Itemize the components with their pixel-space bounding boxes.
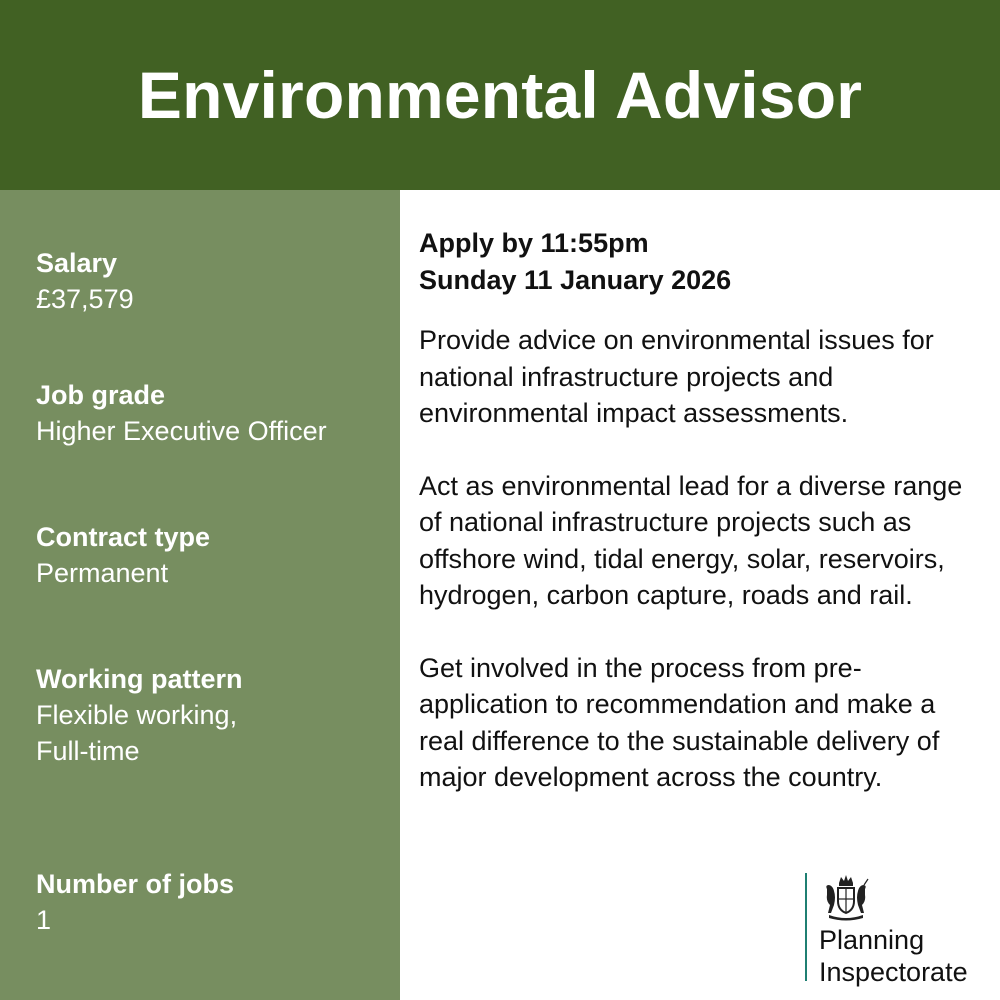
contract-type-field: [36, 519, 386, 591]
job-description: [419, 225, 984, 796]
logo-text-inspectorate: Inspectorate: [819, 957, 968, 987]
deadline-date: Sunday 11 January 2026: [419, 265, 732, 295]
working-pattern-field: [36, 661, 386, 769]
working-pattern-value-line-2: Full-time: [36, 736, 140, 766]
description-paragraph: Get involved in the process from pre-application to recommendation and make a real difference to the sustainable delivery of major development across the country.: [419, 652, 940, 792]
salary-label: Salary: [36, 248, 118, 278]
job-grade-value: Higher Executive Officer: [36, 416, 327, 446]
job-grade-field: [36, 377, 386, 449]
number-of-jobs-field: [36, 866, 386, 938]
job-details-sidebar: [0, 190, 400, 1000]
planning-inspectorate-logo: [805, 873, 968, 987]
royal-crest-icon: [821, 873, 871, 923]
job-title: Environmental Advisor: [137, 58, 863, 132]
salary-field: [36, 245, 386, 317]
logo-text-planning: Planning: [819, 925, 925, 955]
header-banner: [0, 0, 1000, 190]
working-pattern-label: Working pattern: [36, 664, 243, 694]
contract-type-label: Contract type: [36, 522, 211, 552]
working-pattern-value-line-1: Flexible working,: [36, 700, 238, 730]
salary-value: £37,579: [36, 284, 134, 314]
contract-type-value: Permanent: [36, 558, 169, 588]
deadline-time: Apply by 11:55pm: [419, 228, 649, 258]
description-paragraph: Provide advice on environmental issues for national infrastructure projects and environmental impact assessments.: [419, 325, 934, 428]
number-of-jobs-value: 1: [36, 905, 52, 935]
number-of-jobs-label: Number of jobs: [36, 869, 235, 899]
description-paragraph: Act as environmental lead for a diverse range of national infrastructure projects such as offshore wind, tidal energy, solar, reservoirs, hydrogen, carbon capture, roads and rail.: [419, 470, 963, 610]
job-grade-label: Job grade: [36, 380, 166, 410]
application-deadline: [419, 225, 984, 299]
